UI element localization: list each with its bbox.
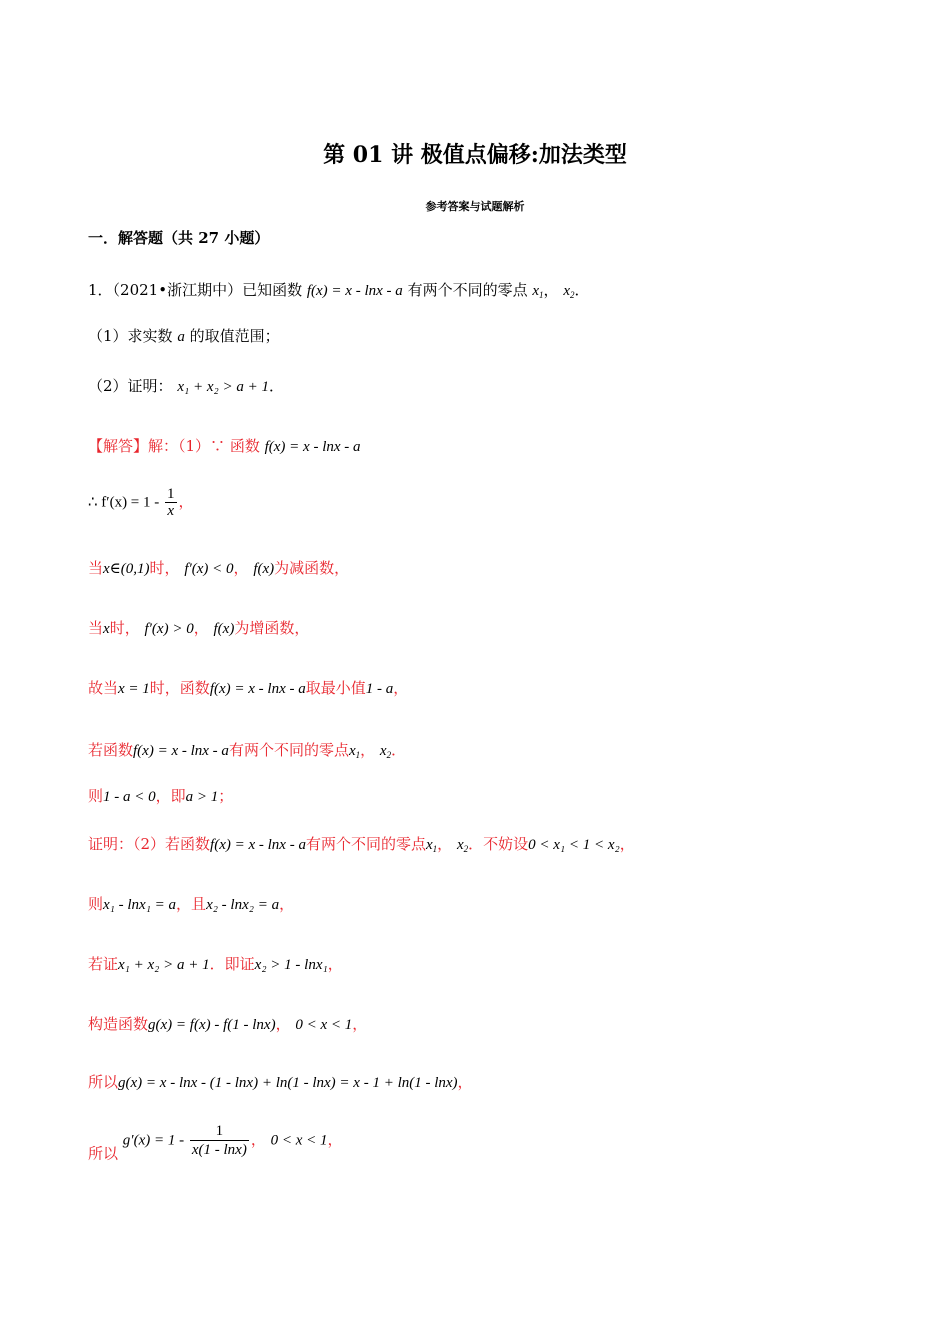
solution-line-5: 故当x = 1时，函数f(x) = x - lnx - a取最小值1 - a， [88,679,409,697]
solution-line-2: ∴ f′(x) = 1 - $\frac{1}{x}$ ， [88,486,194,519]
solution-line-6: 若函数f(x) = x - lnx - a有两个不同的零点$x_1$， $x_2$． [88,741,407,760]
solution-line-1: 【解答】解：（1）∵ 函数 f(x) = x - lnx - a [88,437,361,455]
solution-line-4: 当x时， f′(x) > 0， f(x)为增函数， [88,619,310,637]
fraction: $\frac{1}{x(1 - \ln x)}$ [191,1123,247,1158]
problem-intro: 1．（2021•浙江期中）已知函数 f(x) = x - lnx - a 有两个不同的零点 $x_1$， $x_2$． [88,281,590,300]
solution-line-11: 构造函数g(x) = f(x) - f(1 - lnx)， 0 < x < 1， [88,1015,368,1033]
solution-line-10: 若证x₁ + x₂ > a + 1．即证x₂ > 1 - lnx₁， [88,955,343,973]
question-2: （2）证明： x₁ + x₂ > a + 1． [88,377,284,395]
fraction: $\frac{1}{x}$ [167,486,175,519]
solution-line-8: 证明：（2）若函数f(x) = x - lnx - a有两个不同的零点$x_1$， $x_2$．不妨设0 < x₁ < 1 < x₂， [88,835,635,854]
math-var: $x_1$ [532,283,544,300]
solution-line-3: 当x∈(0,1)时， f′(x) < 0， f(x)为减函数， [88,559,350,577]
page-title: 第 01 讲 极值点偏移:加法类型 [323,142,627,168]
solution-line-12: 所以g(x) = x - lnx - (1 - lnx) + ln(1 - lnx) = x - 1 + ln(1 - lnx)， [88,1073,473,1091]
math-expr: f(x) = x - lnx - a [306,283,403,299]
question-1: （1）求实数 a 的取值范围； [88,327,280,345]
page-subtitle: 参考答案与试题解析 [425,200,525,213]
solution-line-13: 所以 g′(x) = 1 - $\frac{1}{x(1 - \ln x)}$ ， 0 < x < 1， [88,1123,343,1163]
solution-line-7: 则1 - a < 0，即a > 1； [88,787,234,805]
answer-tag: 【解答】 [88,437,149,455]
section-heading: 一．解答题（共 27 小题） [88,229,270,247]
math-var: $x_2$ [563,283,575,300]
solution-line-9: 则x₁ - lnx₁ = a，且x₂ - lnx₂ = a， [88,895,295,913]
